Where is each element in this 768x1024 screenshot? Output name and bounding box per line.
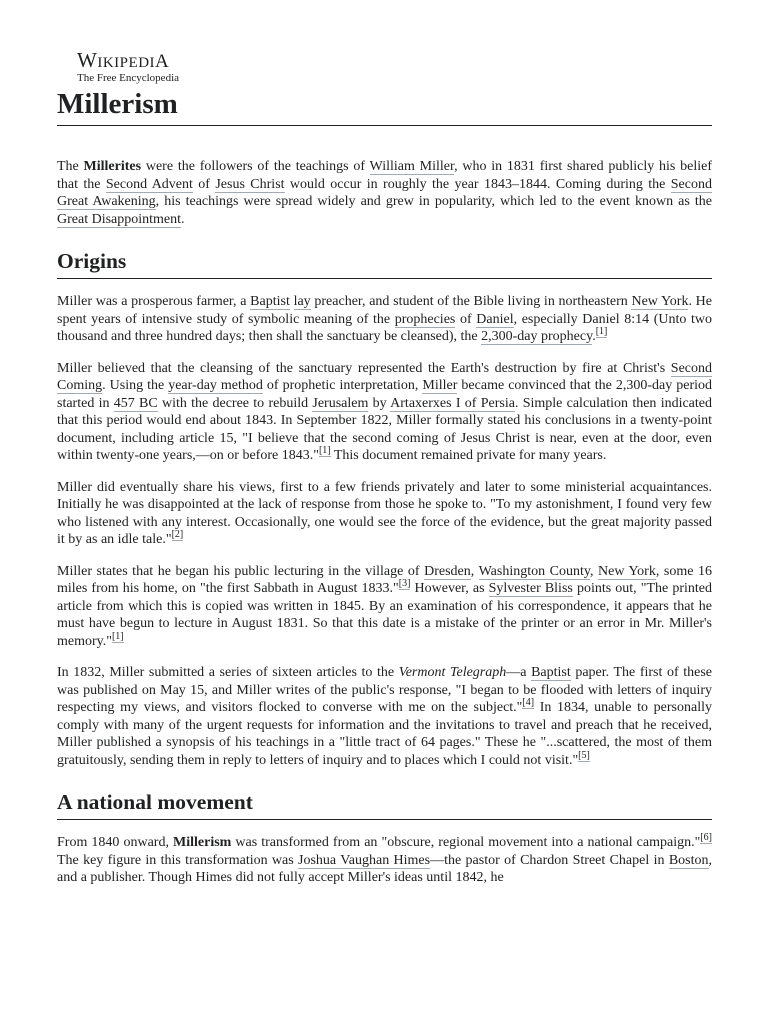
- wiki-link[interactable]: lay: [293, 294, 311, 309]
- text-run: Miller did eventually share his views, first to a few friends privately and later to some ministerial acquaintances. Initially he was disappointed at the lack of response from those he spoke to. "To my astonishment, I found very few who listened with any interest. Occasionally, one would see the force of the evidence, but the great majority passed it by as an idle tale.": [57, 479, 712, 547]
- text-run: In 1832, Miller submitted a series of sixteen articles to the: [57, 665, 399, 680]
- wiki-link[interactable]: Great Disappointment: [57, 211, 182, 227]
- citation-link[interactable]: [6]: [700, 832, 712, 844]
- wiki-link[interactable]: prophecies: [394, 311, 456, 327]
- citation-link[interactable]: [1]: [111, 630, 124, 642]
- citation-ref: [522, 697, 534, 709]
- wiki-link[interactable]: Sylvester Bliss: [488, 581, 573, 596]
- section-heading: Origins: [57, 246, 712, 279]
- citation-link[interactable]: [3]: [398, 578, 411, 590]
- text-run: of prophetic interpretation,: [262, 378, 423, 393]
- wiki-link[interactable]: Jerusalem: [312, 395, 369, 411]
- wiki-link[interactable]: Jesus Christ: [215, 176, 285, 192]
- citation-link[interactable]: [5]: [578, 749, 590, 761]
- text-run: —a: [506, 665, 532, 680]
- text-run: points out, "The printed article from which this is copied was written in 1845. By an examination of his correspondence, it appears that he must have begun to lecture in August 1831. So that this date is a mistake of the printer or an error in Mr. Miller's memory.": [57, 581, 712, 649]
- citation-ref: [578, 750, 590, 762]
- wiki-link[interactable]: Artaxerxes I of Persia: [390, 395, 515, 411]
- citation-ref: [596, 326, 608, 338]
- logo-tagline: The Free Encyclopedia: [77, 72, 180, 84]
- citation-ref: [112, 631, 124, 643]
- logo-wordmark: WIKIPEDIA: [77, 48, 170, 72]
- citation-ref: [700, 832, 712, 844]
- citation-link[interactable]: [2]: [171, 529, 184, 541]
- wiki-link[interactable]: Washington County: [478, 563, 590, 579]
- wiki-link[interactable]: year-day method: [168, 378, 263, 393]
- text-run: . Using the: [102, 378, 169, 393]
- bold-term: Millerism: [173, 835, 232, 850]
- text-run: was transformed from an "obscure, regional movement into a national campaign.": [231, 835, 701, 850]
- text-run: The key figure in this transformation was: [57, 852, 299, 868]
- text-run: preacher, and student of the Bible living in northeastern: [310, 294, 632, 309]
- text-run: were the followers of the teachings of: [141, 159, 370, 174]
- text-run: .: [592, 329, 596, 344]
- text-run: From 1840 onward,: [57, 835, 174, 850]
- paragraph: [57, 293, 712, 346]
- wiki-link[interactable]: William Miller: [369, 159, 455, 174]
- page-title: Millerism: [57, 86, 712, 126]
- text-run: This document remained private for many years.: [330, 448, 607, 463]
- citation-link[interactable]: [1]: [595, 326, 608, 338]
- section-heading: A national movement: [57, 787, 712, 820]
- wiki-link[interactable]: Daniel: [476, 311, 514, 327]
- wiki-link[interactable]: Miller: [422, 378, 458, 393]
- text-run: ,: [589, 563, 599, 579]
- wiki-link[interactable]: 457 BC: [113, 395, 158, 411]
- bold-term: Millerites: [83, 159, 142, 174]
- wiki-link[interactable]: New York: [631, 294, 689, 309]
- wiki-link[interactable]: Baptist: [531, 665, 571, 680]
- citation-link[interactable]: [4]: [522, 697, 535, 709]
- text-run: with the decree to rebuild: [157, 395, 313, 411]
- text-run: , and a publisher. Though Himes did not fully accept Miller's ideas until 1842, he: [57, 852, 712, 885]
- text-run: . He spent years of intensive study of symbolic meaning of the: [57, 294, 713, 327]
- text-run: .: [181, 211, 185, 227]
- text-run: Miller states that he began his public lecturing in the village of: [57, 563, 425, 579]
- wiki-link[interactable]: Joshua Vaughan Himes: [298, 852, 431, 868]
- text-run: paper. The first of these was published on May 15, and Miller writes of the public's response, "I began to be flooded with letters of inquiry respecting my views, and visitors flocked to converse with me on the subject.": [57, 665, 713, 715]
- text-run: became convinced that the 2,300-day period started in: [57, 378, 713, 411]
- text-run: , his teachings were spread widely and grew in popularity, which led to the event known as the: [155, 194, 712, 209]
- citation-ref: [399, 578, 411, 590]
- text-run: ,: [470, 563, 479, 579]
- wikipedia-logo[interactable]: [77, 50, 712, 84]
- text-run: In 1834, unable to personally comply with many of the urgent requests for information and the invitations to travel and preach that he received, Miller published a synopsis of his teachings in a "little tract of 64 pages." These he "...scattered, the most of them gratuitously, sending them in reply to letters of inquiry and to places which I could not visit.": [57, 700, 712, 768]
- text-run: However, as: [410, 581, 489, 596]
- wiki-link[interactable]: New York: [598, 563, 656, 579]
- article-content: [57, 158, 712, 887]
- citation-link[interactable]: [1]: [318, 445, 331, 457]
- text-run: Miller was a prosperous farmer, a: [57, 294, 251, 309]
- text-run: , some 16 miles from his home, on "the first Sabbath in August 1833.": [57, 563, 712, 596]
- text-run: . Simple calculation then indicated that this period would end about 1843. In September 1822, Miller formally stated his conclusions in a twenty-point document, including article 15, "I believe that the second coming of Jesus Christ is near, even at the door, even within twenty-one years,—on or before 1843.": [57, 395, 712, 463]
- paragraph: [57, 158, 712, 228]
- paragraph: [57, 563, 712, 651]
- paragraph: [57, 479, 712, 549]
- wiki-link[interactable]: Boston: [668, 852, 709, 868]
- paragraph: [57, 360, 712, 465]
- wiki-link[interactable]: Baptist: [250, 294, 290, 309]
- wiki-link[interactable]: 2,300-day prophecy: [481, 329, 593, 344]
- text-run: Miller believed that the cleansing of the sanctuary represented the Earth's destruction by fire at Christ's: [57, 360, 671, 376]
- wiki-link[interactable]: Second Great Awakening: [57, 176, 712, 209]
- wiki-link[interactable]: Second Advent: [105, 176, 193, 192]
- wiki-link[interactable]: Dresden: [424, 563, 471, 579]
- text-run: would occur in roughly the year 1843–1844. Coming during the: [284, 176, 671, 192]
- text-run: , especially Daniel 8:14 (Unto two thousand and three hundred days; then shall the sanctuary be cleansed), the: [57, 311, 712, 344]
- text-run: The: [57, 159, 84, 174]
- paragraph: [57, 664, 712, 769]
- text-run: [290, 294, 294, 309]
- text-run: —the pastor of Chardon Street Chapel in: [430, 852, 669, 868]
- citation-ref: [172, 529, 184, 541]
- text-run: of: [455, 311, 477, 327]
- text-run: by: [368, 395, 391, 411]
- italic-title: Vermont Telegraph: [398, 665, 507, 680]
- citation-ref: [319, 445, 331, 457]
- text-run: , who in 1831 first shared publicly his belief that the: [57, 159, 712, 192]
- wiki-link[interactable]: Second Coming: [57, 360, 712, 393]
- article: [57, 50, 712, 887]
- text-run: of: [192, 176, 216, 192]
- paragraph: [57, 834, 712, 887]
